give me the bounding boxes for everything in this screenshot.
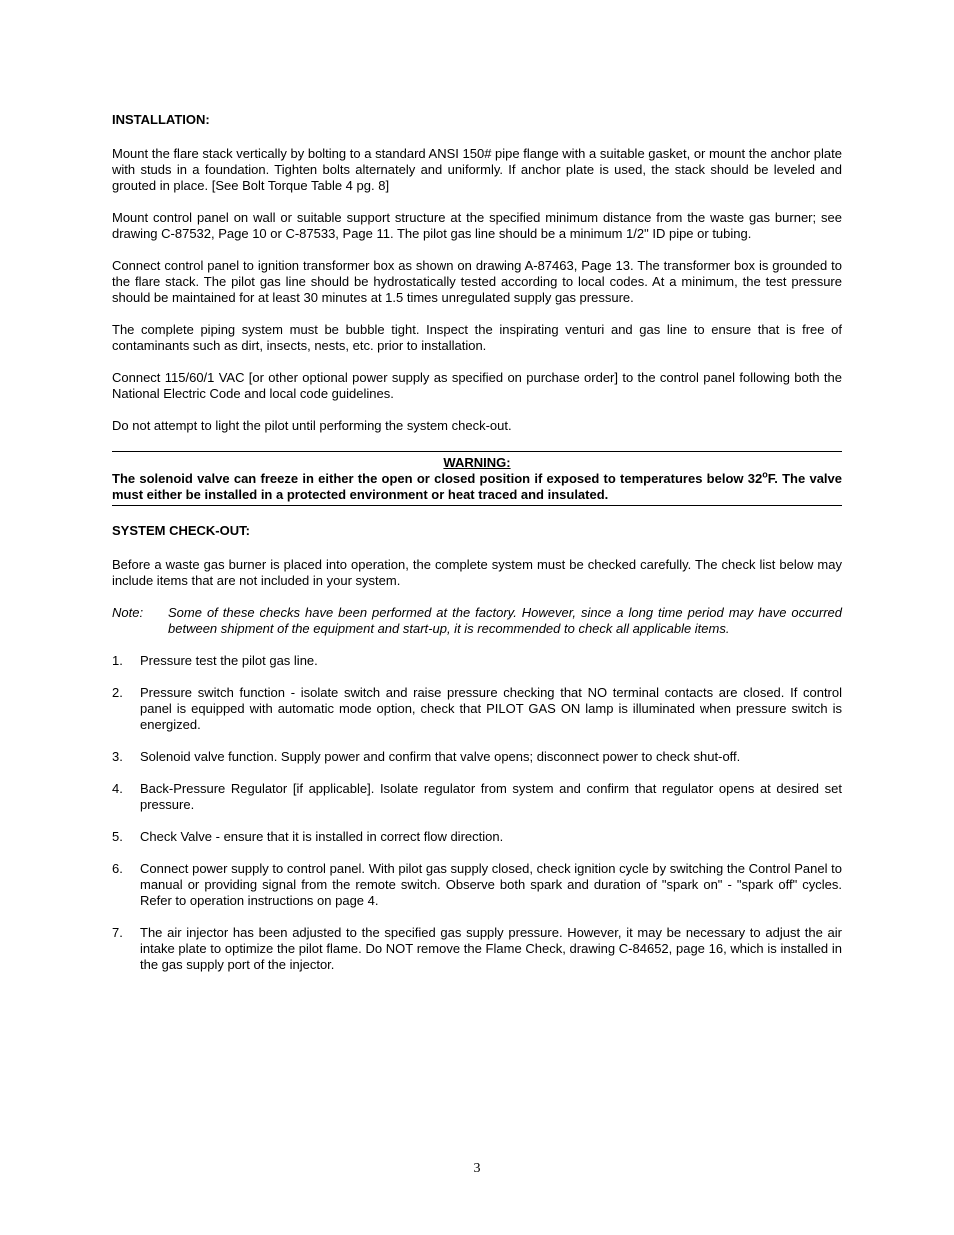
note-label: Note: bbox=[112, 605, 144, 620]
warning-text bbox=[112, 471, 842, 503]
installation-paragraph: Do not attempt to light the pilot until performing the system check-out. bbox=[112, 418, 512, 433]
warning-text-after: F. The valve must either be installed in a protected environment or heat traced and insulated. bbox=[112, 471, 842, 502]
item-text: The air injector has been adjusted to the specified gas supply pressure. However, it may be necessary to adjust the air intake plate to optimize the pilot flame. Do NOT remove the Flame Check, drawing C-84652, page 16, which is installed in the gas supply port of the injector. bbox=[140, 925, 842, 972]
page-number: 3 bbox=[473, 1161, 481, 1176]
checkout-note bbox=[112, 605, 842, 637]
degree-symbol: o bbox=[762, 469, 768, 480]
checklist-item bbox=[112, 861, 842, 909]
checkout-heading: SYSTEM CHECK-OUT: bbox=[112, 523, 250, 538]
item-number: 2. bbox=[112, 685, 123, 700]
note-text: Some of these checks have been performed at the factory. However, since a long time period may have occurred between shipment of the equipment and start-up, it is recommended to check all applicable items. bbox=[168, 605, 842, 636]
item-number: 6. bbox=[112, 861, 123, 876]
installation-paragraph: The complete piping system must be bubble tight. Inspect the inspirating venturi and gas line to ensure that is free of contaminants such as dirt, insects, nests, etc. prior to installation. bbox=[112, 322, 842, 353]
warning-title: WARNING: bbox=[443, 455, 511, 470]
checklist-item bbox=[112, 925, 842, 973]
item-number: 5. bbox=[112, 829, 123, 844]
installation-paragraph: Mount the flare stack vertically by bolting to a standard ANSI 150# pipe flange with a suitable gasket, or mount the anchor plate with studs in a foundation. Tighten bolts alternately and uniformly. If anchor plate is used, the stack should be leveled and grouted in place. [See Bolt Torque Table 4 pg. 8] bbox=[112, 146, 842, 193]
item-number: 3. bbox=[112, 749, 123, 764]
installation-paragraph: Connect control panel to ignition transformer box as shown on drawing A-87463, Page 13. The transformer box is grounded to the flare stack. The pilot gas line should be hydrostatically tested according to local codes. At a minimum, the test pressure should be maintained for at least 30 minutes at 1.5 times unregulated supply gas pressure. bbox=[112, 258, 842, 305]
item-number: 1. bbox=[112, 653, 123, 668]
item-text: Pressure test the pilot gas line. bbox=[140, 653, 318, 668]
item-number: 4. bbox=[112, 781, 123, 796]
checklist-item bbox=[112, 685, 842, 733]
item-text: Back-Pressure Regulator [if applicable]. Isolate regulator from system and confirm that regulator opens at desired set pressure. bbox=[140, 781, 842, 812]
warning-box bbox=[112, 451, 842, 506]
item-text: Solenoid valve function. Supply power and confirm that valve opens; disconnect power to check shut-off. bbox=[140, 749, 741, 764]
checkout-intro: Before a waste gas burner is placed into operation, the complete system must be checked carefully. The check list below may include items that are not included in your system. bbox=[112, 557, 842, 588]
installation-paragraph: Connect 115/60/1 VAC [or other optional power supply as specified on purchase order] to the control panel following both the National Electric Code and local code guidelines. bbox=[112, 370, 842, 401]
item-text: Connect power supply to control panel. With pilot gas supply closed, check ignition cycle by switching the Control Panel to manual or providing signal from the remote switch. Observe both spark and duration of "spark on" - "spark off" cycles. Refer to operation instructions on page 4. bbox=[140, 861, 842, 908]
item-text: Pressure switch function - isolate switch and raise pressure checking that NO terminal contacts are closed. If control panel is equipped with automatic mode option, check that PILOT GAS ON lamp is illuminated when pressure switch is energized. bbox=[140, 685, 842, 732]
item-text: Check Valve - ensure that it is installed in correct flow direction. bbox=[140, 829, 504, 844]
installation-heading: INSTALLATION: bbox=[112, 112, 210, 127]
warning-text-before: The solenoid valve can freeze in either the open or closed position if exposed to temperatures below 32 bbox=[112, 471, 763, 486]
checklist-item bbox=[112, 781, 842, 813]
page-content bbox=[112, 112, 842, 989]
installation-paragraph: Mount control panel on wall or suitable support structure at the specified minimum distance from the waste gas burner; see drawing C-87532, Page 10 or C-87533, Page 11. The pilot gas line should be a minimum 1/2" ID pipe or tubing. bbox=[112, 210, 842, 241]
item-number: 7. bbox=[112, 925, 123, 940]
checklist-item bbox=[112, 749, 842, 765]
checklist-item bbox=[112, 829, 842, 845]
checklist-item bbox=[112, 653, 842, 669]
